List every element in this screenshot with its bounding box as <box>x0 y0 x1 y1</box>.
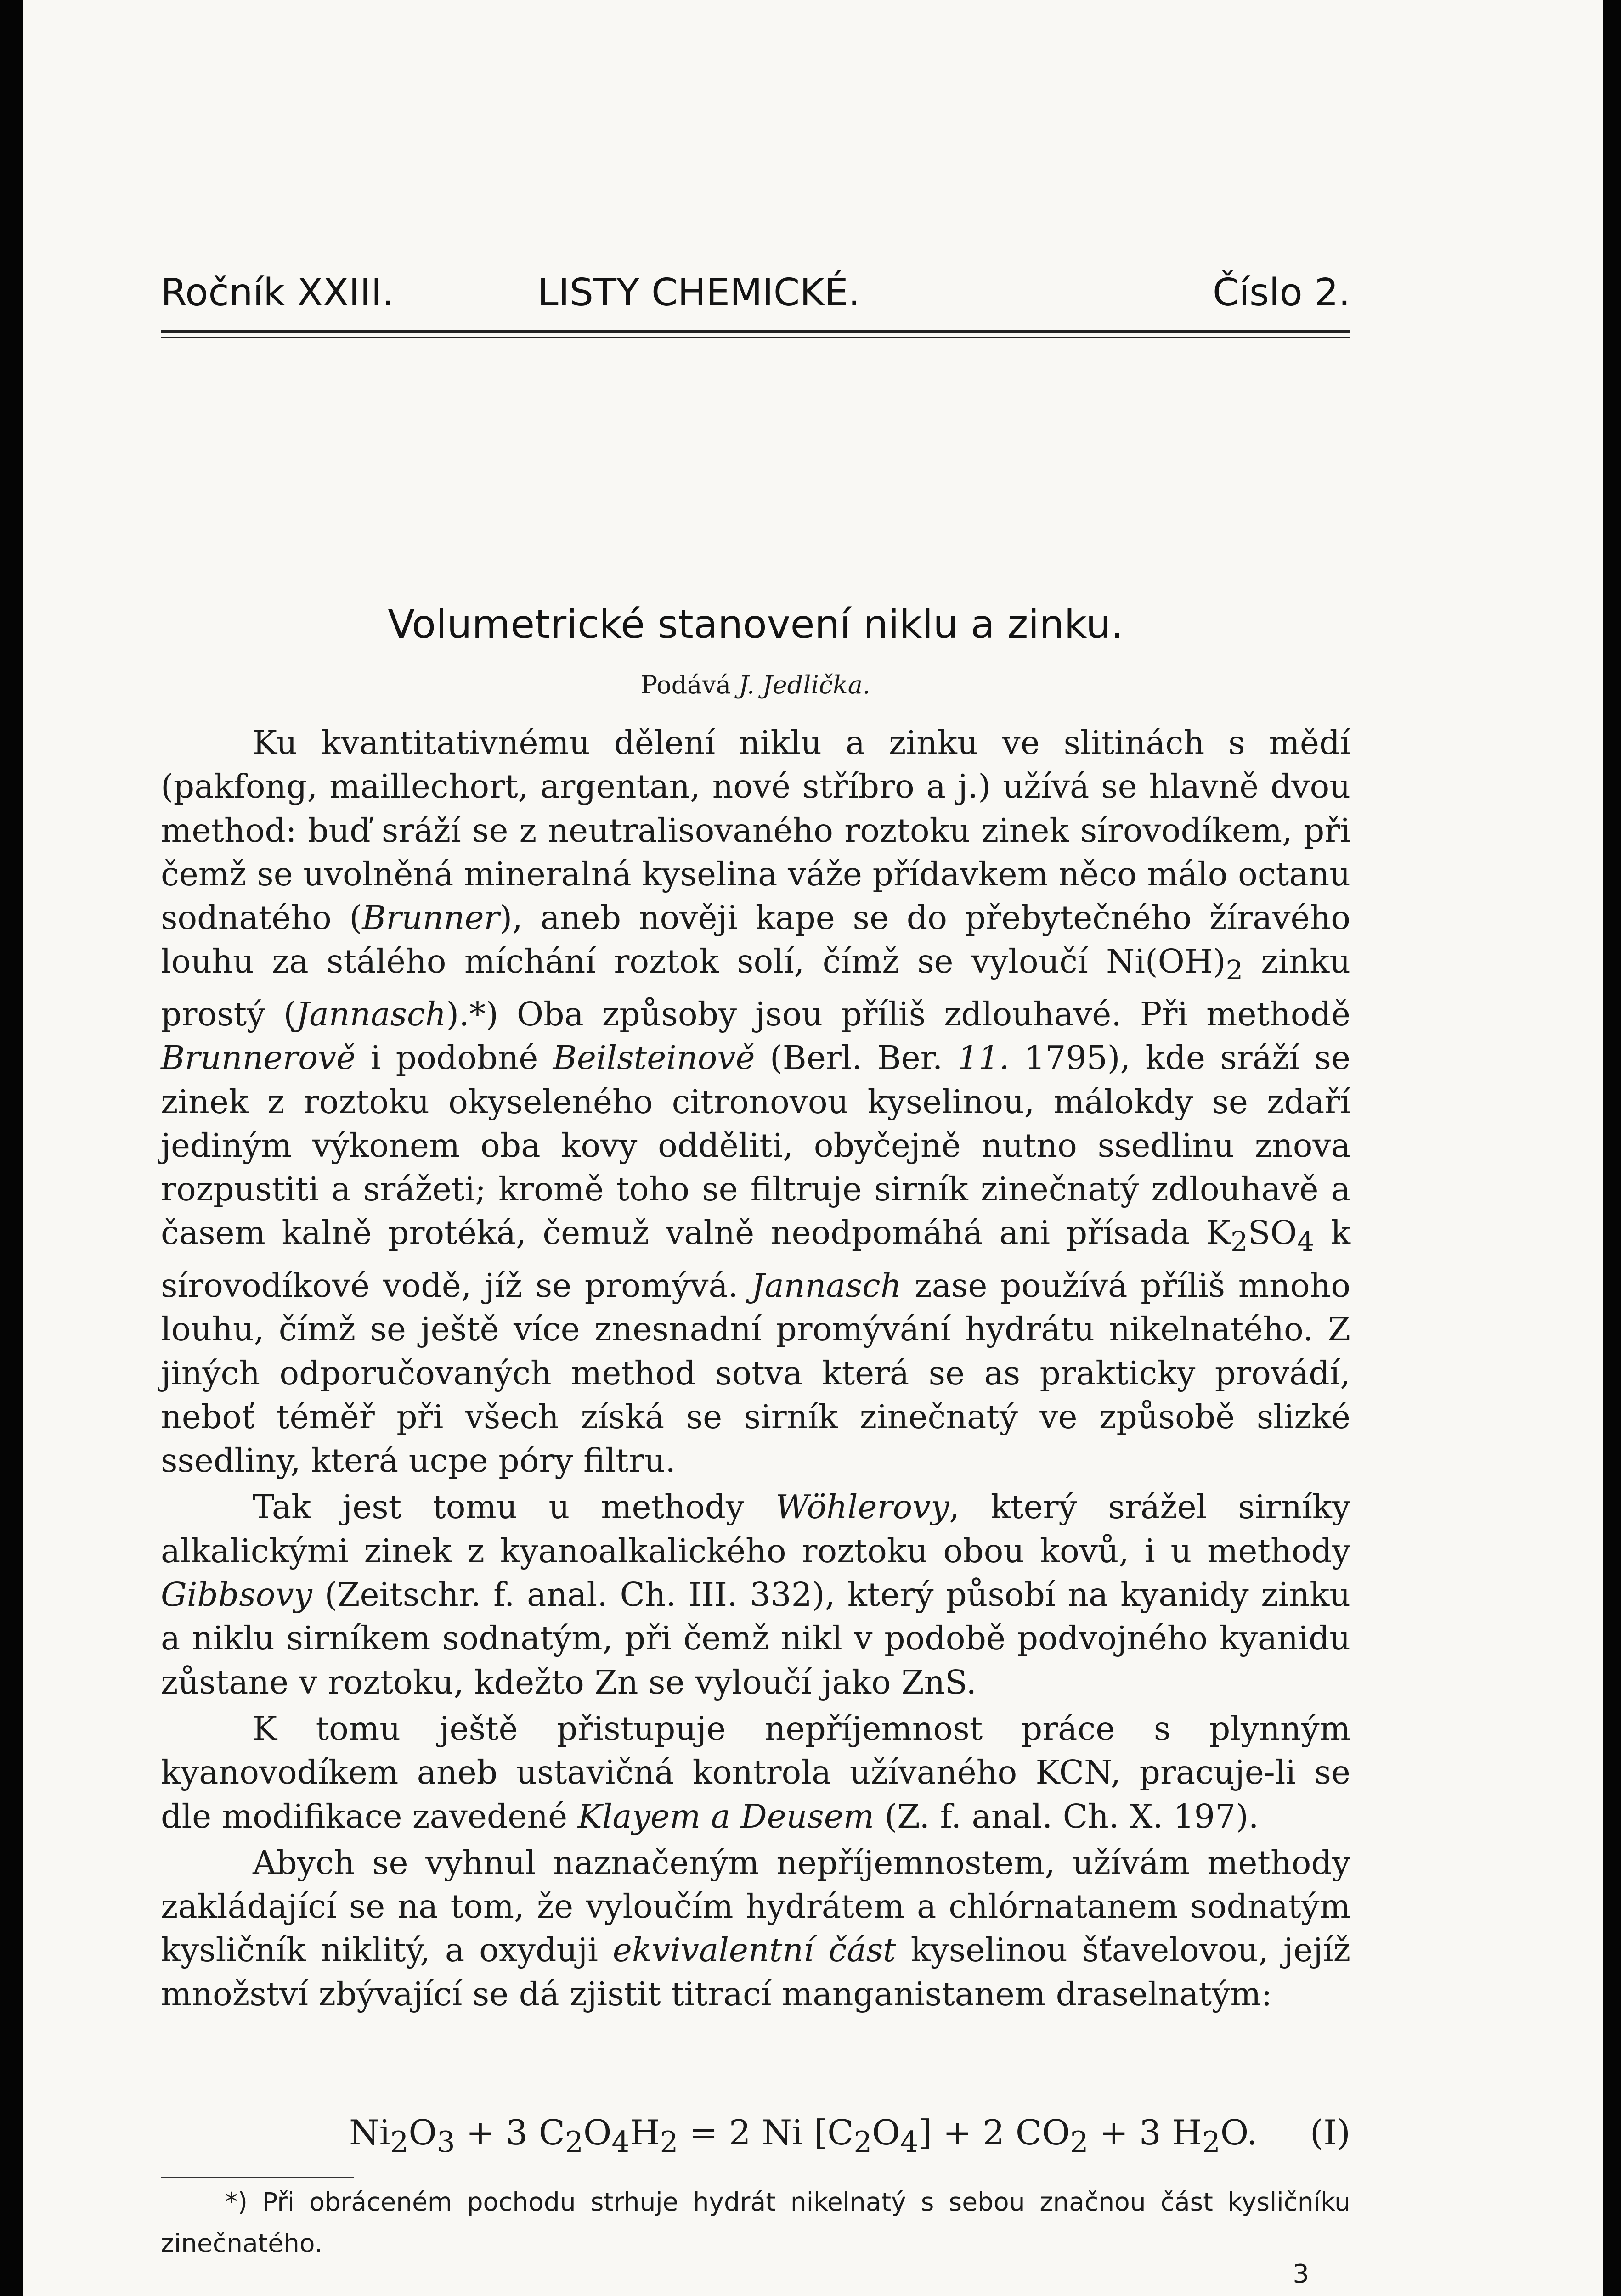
footnote-rule <box>161 2177 354 2178</box>
equation-number: (I) <box>1310 2112 1350 2153</box>
header-rule-thick <box>161 330 1350 333</box>
volume-label: Ročník XXIII. <box>161 271 394 315</box>
running-header <box>161 271 1350 331</box>
article-body <box>161 721 1350 2019</box>
article-title: Volumetrické stanovení niklu a zinku. <box>388 602 1124 647</box>
header-rule-thin <box>161 337 1350 338</box>
document-page <box>23 0 1603 2296</box>
equation-expression: $Ni_2O_3 + 3$ $C_2O_4H_2 = 2$ Ni $[C_2O_4] + 2$ $CO_2 + 3$ $H_2O$. <box>349 2112 1258 2159</box>
footnote-text: *) Při obráceném pochodu strhuje hydrát nikelnatý s sebou značnou část kysličníku zinečnatého. <box>161 2187 1350 2258</box>
byline-author: J. Jedlička. <box>739 670 871 699</box>
paragraph-4: Abych se vyhnul naznačeným nepříjemnostem, užívám methody zakládající se na tom, že vyloučím hydrátem a chlórnatanem sodnatým kysličník niklitý, a oxyduji ekvivalentní část kyselinou šťavelovou, jejíž množství zbývající se dá zjistit titrací manganistanem draselnatým: <box>161 1843 1350 2013</box>
paragraph-2: Tak jest tomu u methody Wöhlerovy, který srážel sirníky alkalickými zinek z kyanoalkalického roztoku obou kovů, i u methody Gibbsovy (Zeitschr. f. anal. Ch. III. 332), který působí na kyanidy zinku a niklu sirníkem sodnatým, při čemž nikl v podobě podvojného kyanidu zůstane v roztoku, kdežto Zn se vyloučí jako ZnS. <box>161 1488 1350 1701</box>
footnote <box>161 2181 1350 2264</box>
chemical-equation <box>161 2112 1350 2158</box>
paragraph-3: K tomu ještě přistupuje nepříjemnost práce s plynným kyanovodíkem aneb ustavičná kontrola užívaného KCN, pracuje-li se dle modifikace zavedené Klayem a Deusem (Z. f. anal. Ch. X. 197). <box>161 1709 1350 1835</box>
page-number: 3 <box>1293 2259 1309 2289</box>
paragraph-1: Ku kvantitativnému dělení niklu a zinku ve slitinách s mědí (pakfong, maillechort, argentan, nové stříbro a j.) užívá se hlavně dvou method: buď sráží se z neutralisovaného roztoku zinek sírovodíkem, při čemž se uvolněná mineralná kyselina váže přídavkem něco málo octanu sodnatého (Brunner), aneb nověji kape se do přebytečného žíravého louhu za stálého míchání roztok solí, čímž se vyloučí $Ni(OH)_2$ zinku prostý (Jannasch).*) Oba způsoby jsou příliš zdlouhavé. Při methodě Brunnerově i podobné Beilsteinově (Berl. Ber. 11. 1795), kde sráží se zinek z roztoku okyseleného citronovou kyselinou, málokdy se zdaří jediným výkonem oba kovy odděliti, obyčejně nutno ssedlinu znova rozpustiti a srážeti; kromě toho se filtruje sirník zinečnatý zdlouhavě a časem kalně protéká, čemuž valně neodpomáhá ani přísada $K_2SO_4$ k sírovodíkové vodě, jíž se promývá. Jannasch zase používá příliš mnoho louhu, čímž se ještě více znesnadní promývání hydrátu nikelnatého. Z jiných odporučovaných method sotva která se as prakticky provádí, neboť téměř při všech získá se sirník zinečnatý ve způsobě slizké ssedliny, která ucpe póry filtru. <box>161 724 1351 1480</box>
journal-title: LISTY CHEMICKÉ. <box>537 271 860 315</box>
issue-number: Číslo 2. <box>1212 271 1350 315</box>
byline <box>161 670 1350 699</box>
byline-prefix: Podává <box>640 670 731 699</box>
